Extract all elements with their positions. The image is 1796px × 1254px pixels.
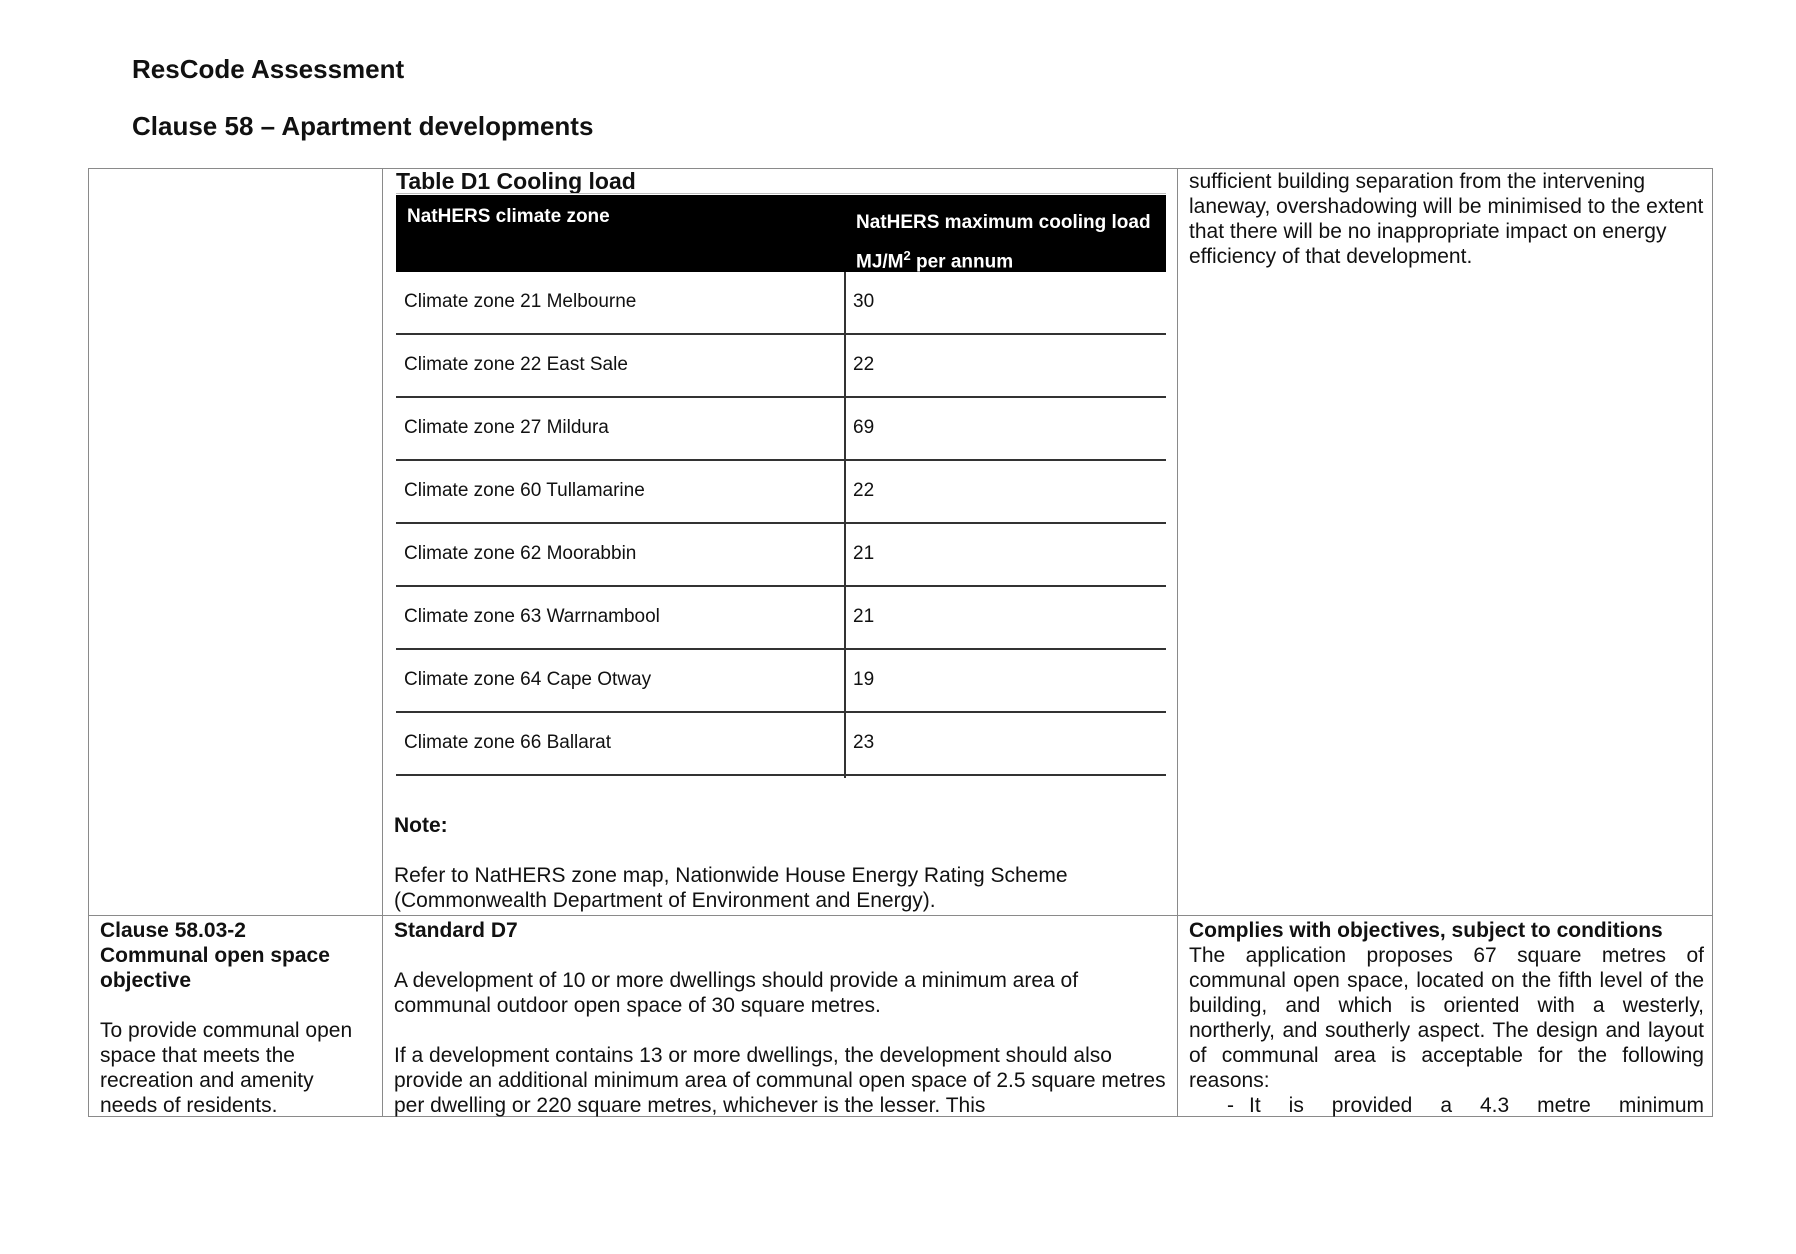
climate-zone-cell: Climate zone 63 Warrnambool [404,606,660,627]
list-bullet: - [1227,1094,1234,1117]
table-row [396,650,1166,713]
assessment-cell [1189,918,1704,1118]
objective-cell [100,918,375,1118]
table-row [396,272,1166,335]
cooling-load-cell: 21 [853,543,875,564]
header-climate-zone: NatHERS climate zone [407,206,610,227]
unit-superscript: 2 [903,248,911,263]
climate-zone-cell: Climate zone 27 Mildura [404,417,609,438]
column-divider [1177,169,1178,1116]
standard-para-1: A development of 10 or more dwellings should provide a minimum area of communal outdoor open space of 30 square metres. [394,969,1079,1017]
standard-para-2: If a development contains 13 or more dwellings, the development should also provide an additional minimum area of communal open space of 2.5 square metres per dwelling or 220 square metres, whichever is the lesser. This [394,1044,1166,1117]
climate-zone-cell: Climate zone 62 Moorabbin [404,543,637,564]
table-row [396,335,1166,398]
note-text: Refer to NatHERS zone map, Nationwide House Energy Rating Scheme (Commonwealth Department of Environment and Energy). [394,864,1068,912]
header-cooling-load [856,206,1151,278]
table-column-separator [844,272,846,778]
table-row [396,587,1166,650]
list-item-text: It is provided a 4.3 metre minimum [1249,1094,1704,1117]
climate-zone-cell: Climate zone 64 Cape Otway [404,669,652,690]
cooling-table-title: Table D1 Cooling load [396,168,636,194]
row-divider [89,915,1712,916]
compliance-heading: Complies with objectives, subject to conditions [1189,919,1663,942]
header-cooling-load-line1: NatHERS maximum cooling load [856,212,1151,233]
table-row [396,713,1166,776]
cooling-load-cell: 22 [853,354,875,375]
cooling-table-header [396,195,1166,272]
objective-name: Communal open space objective [100,944,330,992]
table-title-rule [396,193,1166,194]
cooling-load-cell: 19 [853,669,875,690]
cooling-load-cell: 30 [853,291,875,312]
table-row [396,524,1166,587]
climate-zone-cell: Climate zone 22 East Sale [404,354,628,375]
assessment-continued-text: sufficient building separation from the intervening laneway, overshadowing will be minimised to the extent that there will be no inappropriate impact on energy efficiency of that development. [1189,170,1704,268]
assessment-table [88,168,1713,1117]
climate-zone-cell: Climate zone 21 Melbourne [404,291,637,312]
cooling-load-cell: 21 [853,606,875,627]
table-row [396,398,1166,461]
standard-title: Standard D7 [394,919,518,942]
unit-suffix: per annum [910,251,1014,273]
document-subtitle: Clause 58 – Apartment developments [132,111,594,141]
climate-zone-cell: Climate zone 60 Tullamarine [404,480,645,501]
cooling-load-cell: 23 [853,732,875,753]
note-label: Note: [394,814,448,837]
cooling-load-cell: 22 [853,480,875,501]
objective-text: To provide communal open space that meets the recreation and amenity needs of residents. [100,1019,353,1117]
unit-prefix: MJ/M [856,251,904,273]
climate-zone-cell: Climate zone 66 Ballarat [404,732,611,753]
column-divider [382,169,383,1116]
table-row [396,461,1166,524]
cooling-load-cell: 69 [853,417,875,438]
standard-cell [394,918,1169,1118]
clause-number: Clause 58.03-2 [100,919,246,942]
document-title: ResCode Assessment [132,54,405,84]
assessment-text: The application proposes 67 square metres of communal open space, located on the fifth level of the building, and which is oriented with a westerly, northerly, and southerly aspect. The design and layout of communal area is acceptable for the following reasons: [1189,944,1704,1092]
list-item [1189,1093,1704,1118]
